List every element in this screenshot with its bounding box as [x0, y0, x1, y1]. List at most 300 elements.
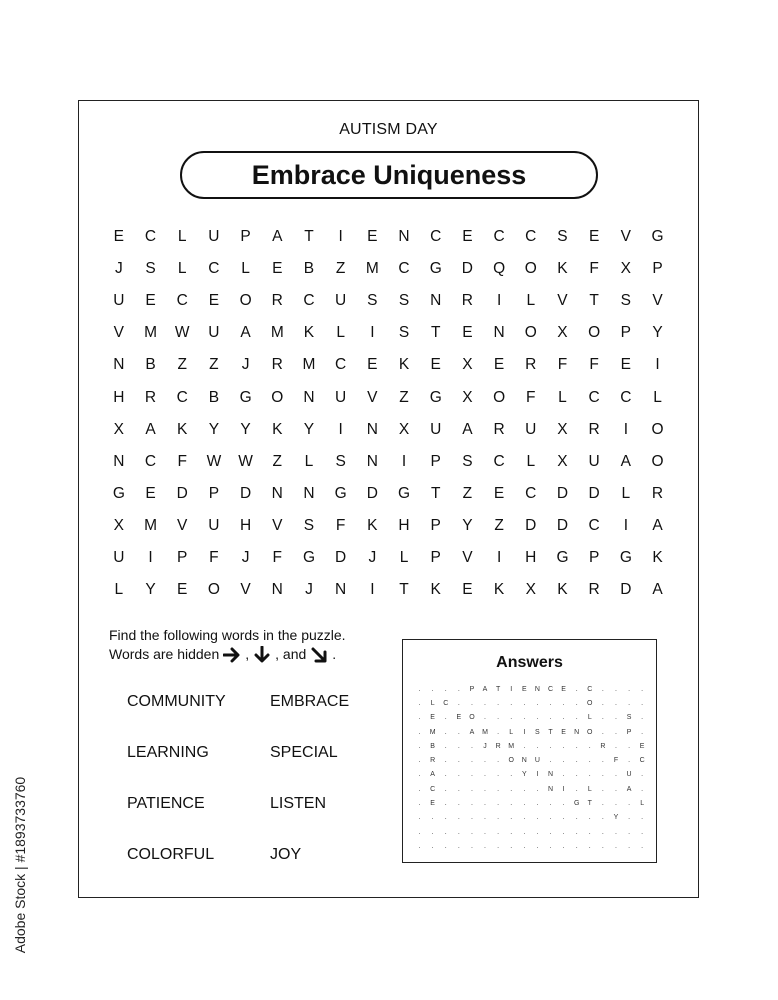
grid-letter: X [557, 324, 568, 342]
grid-letter: P [430, 516, 441, 534]
instructions-line2 [109, 645, 346, 664]
answer-cell: T [548, 728, 553, 736]
answer-cell: . [628, 699, 631, 707]
grid-letter: O [651, 420, 664, 438]
word-list-item: SPECIAL [270, 744, 338, 761]
grid-letter: S [367, 292, 378, 310]
answer-cell: . [470, 742, 473, 750]
answer-cell: . [575, 828, 578, 836]
answers-box [402, 639, 657, 863]
grid-letter: R [144, 388, 157, 406]
answer-cell: . [457, 699, 460, 707]
answer-cell: L [587, 785, 592, 793]
answer-cell: . [614, 842, 617, 850]
grid-letter: J [368, 548, 377, 566]
answer-cell: . [601, 685, 604, 693]
grid-letter: X [462, 356, 473, 374]
grid-letter: K [430, 581, 441, 599]
grid-letter: E [462, 228, 473, 246]
answer-cell: . [536, 814, 539, 822]
answer-cell: . [614, 800, 617, 808]
answer-cell: S [535, 728, 540, 736]
grid-letter: N [303, 388, 315, 406]
grid-letter: P [430, 548, 441, 566]
answer-cell: . [510, 814, 513, 822]
grid-letter: G [429, 260, 442, 278]
answer-cell: . [457, 728, 460, 736]
answer-cell: . [549, 714, 552, 722]
grid-letter: M [365, 260, 379, 278]
grid-letter: O [524, 324, 537, 342]
answer-cell: . [641, 828, 644, 836]
answer-cell: . [470, 814, 473, 822]
grid-letter: K [493, 581, 505, 599]
grid-letter: D [588, 484, 600, 502]
answer-cell: . [484, 757, 486, 765]
answer-cell: . [549, 828, 552, 836]
grid-letter: N [335, 581, 347, 599]
grid-letter: R [271, 292, 283, 310]
answer-cell: . [418, 842, 421, 850]
grid-letter: D [176, 484, 188, 502]
word-list-item: COLORFUL [127, 846, 215, 863]
answer-cell: . [628, 814, 631, 822]
grid-letter: A [652, 581, 663, 599]
answer-cell: . [484, 714, 486, 722]
grid-letter: V [272, 516, 283, 534]
grid-letter: F [272, 548, 283, 566]
grid-letter: M [270, 324, 284, 342]
answer-cell: . [575, 771, 578, 779]
answer-cell: . [536, 714, 539, 722]
answer-cell: . [418, 785, 421, 793]
grid-letter: I [496, 548, 502, 566]
grid-letter: X [525, 581, 536, 599]
grid-letter: I [338, 420, 343, 438]
grid-letter: I [338, 228, 343, 246]
grid-letter: A [652, 516, 663, 534]
grid-letter: P [620, 324, 632, 342]
grid-letter: K [652, 548, 663, 566]
grid-letter: I [655, 356, 660, 374]
answer-cell: . [628, 842, 631, 850]
grid-letter: N [366, 420, 378, 438]
answer-cell: . [457, 771, 460, 779]
grid-letter: V [462, 548, 473, 566]
answer-cell: . [523, 814, 526, 822]
grid-letter: P [652, 260, 663, 278]
answer-cell: . [588, 771, 591, 779]
answer-cell: . [457, 785, 460, 793]
answer-cell: E [561, 685, 566, 693]
grid-letter: F [177, 452, 187, 470]
grid-letter: U [430, 420, 442, 438]
instructions-sep1: , [245, 646, 250, 662]
answer-cell: Y [521, 771, 527, 779]
answer-cell: . [418, 757, 421, 765]
answer-cell: . [601, 785, 604, 793]
grid-letter: N [271, 484, 283, 502]
grid-letter: I [623, 420, 628, 438]
grid-letter: P [177, 548, 188, 566]
grid-letter: G [429, 388, 442, 406]
grid-letter: U [335, 292, 347, 310]
answer-cell: . [562, 771, 565, 779]
grid-letter: C [144, 452, 157, 470]
grid-letter: U [113, 292, 125, 310]
answer-cell: E [639, 742, 645, 750]
answer-cell: . [614, 728, 617, 736]
answer-cell: . [575, 742, 578, 750]
answer-cell: L [640, 800, 645, 808]
answer-cell: O [469, 714, 475, 722]
grid-letter: K [177, 420, 188, 438]
word-list-item: LEARNING [127, 744, 209, 761]
answer-cell: T [495, 685, 501, 693]
answer-cell: A [469, 728, 475, 736]
answer-cell: . [457, 800, 460, 808]
grid-letter: U [113, 548, 125, 566]
grid-letter: M [302, 356, 316, 374]
grid-letter: O [493, 388, 506, 406]
answer-cell: L [430, 699, 435, 707]
grid-letter: V [367, 388, 378, 406]
grid-letter: N [271, 581, 283, 599]
grid-letter: A [620, 452, 632, 470]
grid-letter: B [208, 388, 220, 406]
answer-cell: . [588, 742, 591, 750]
answer-cell: A [482, 685, 488, 693]
answer-cell: . [484, 771, 486, 779]
answer-cell: . [588, 757, 591, 765]
answer-cell: . [588, 842, 591, 850]
grid-letter: N [430, 292, 442, 310]
grid-letter: O [588, 324, 601, 342]
answer-cell: P [626, 728, 632, 736]
answer-cell: . [575, 757, 578, 765]
answer-cell: . [510, 699, 513, 707]
grid-letter: E [272, 260, 283, 278]
answer-cell: . [523, 828, 526, 836]
grid-letter: J [241, 356, 250, 374]
grid-letter: E [367, 228, 378, 246]
grid-letter: K [557, 581, 568, 599]
answer-cell: C [587, 685, 593, 693]
grid-letter: Y [303, 420, 315, 438]
answer-cell: . [628, 685, 631, 693]
grid-letter: G [398, 484, 411, 502]
grid-letter: U [525, 420, 537, 438]
grid-letter: R [461, 292, 473, 310]
grid-letter: K [557, 260, 568, 278]
grid-letter: I [623, 516, 628, 534]
grid-letter: F [335, 516, 346, 534]
grid-letter: G [619, 548, 632, 566]
word-list-item: EMBRACE [270, 693, 350, 710]
grid-letter: A [272, 228, 283, 246]
grid-letter: Y [145, 581, 156, 599]
letter-grid [103, 221, 673, 606]
answer-cell: . [562, 699, 565, 707]
answer-cell: . [470, 757, 473, 765]
answer-cell: . [497, 842, 500, 850]
answer-cell: . [510, 785, 513, 793]
grid-letter: S [303, 516, 315, 534]
grid-letter: G [239, 388, 252, 406]
grid-letter: F [526, 388, 536, 406]
instructions-line1: Find the following words in the puzzle. [109, 627, 346, 643]
answer-cell: . [549, 814, 552, 822]
grid-letter: E [430, 356, 441, 374]
grid-letter: X [398, 420, 410, 438]
grid-letter: K [367, 516, 378, 534]
answer-cell: . [510, 771, 513, 779]
grid-letter: C [588, 388, 600, 406]
answer-cell: . [470, 699, 473, 707]
answer-cell: . [536, 742, 539, 750]
grid-letter: C [493, 228, 505, 246]
grid-letter: C [335, 356, 347, 374]
instructions [109, 626, 346, 664]
answer-cell: . [575, 699, 578, 707]
answer-cell: . [601, 842, 604, 850]
answer-cell: . [470, 785, 473, 793]
answer-cell: . [510, 800, 513, 808]
answer-cell: . [628, 757, 631, 765]
answer-cell: . [497, 814, 500, 822]
grid-letter: J [114, 260, 123, 278]
grid-letter: N [113, 356, 125, 374]
grid-letter: E [367, 356, 378, 374]
answer-cell: . [497, 714, 500, 722]
grid-letter: M [144, 324, 157, 342]
answer-cell: . [523, 842, 526, 850]
grid-letter: F [557, 356, 568, 374]
answer-cell: . [641, 685, 644, 693]
answer-cell: I [562, 785, 565, 793]
answer-cell: . [562, 714, 565, 722]
answer-cell: . [484, 842, 486, 850]
grid-letter: X [113, 420, 125, 438]
grid-letter: D [461, 260, 473, 278]
answer-cell: . [457, 685, 460, 693]
grid-letter: S [398, 324, 410, 342]
grid-letter: Z [335, 260, 346, 278]
answer-cell: . [562, 800, 565, 808]
answer-cell: . [418, 685, 421, 693]
instructions-end: . [332, 646, 337, 662]
grid-letter: G [302, 548, 315, 566]
grid-letter: X [620, 260, 632, 278]
answer-cell: N [547, 785, 554, 793]
answer-cell: . [562, 742, 565, 750]
answer-cell: Y [613, 814, 619, 822]
grid-letter: C [303, 292, 315, 310]
word-list-item: COMMUNITY [127, 693, 226, 710]
grid-letter: E [113, 228, 125, 246]
answer-cell: . [418, 728, 421, 736]
grid-letter: F [209, 548, 219, 566]
grid-letter: T [304, 228, 314, 246]
grid-letter: N [493, 324, 505, 342]
answer-cell: S [626, 714, 632, 722]
grid-letter: Y [208, 420, 220, 438]
answer-cell: . [641, 771, 644, 779]
grid-letter: W [238, 452, 253, 470]
answer-cell: . [549, 842, 552, 850]
answer-cell: . [536, 842, 539, 850]
answer-cell: . [444, 685, 447, 693]
grid-letter: L [177, 260, 187, 278]
puzzle-title-text: Embrace Uniqueness [251, 159, 527, 190]
grid-letter: D [556, 516, 569, 534]
answer-cell: N [574, 728, 580, 736]
grid-letter: V [557, 292, 568, 310]
grid-letter: K [272, 420, 283, 438]
answer-cell: . [470, 771, 473, 779]
grid-letter: P [588, 548, 600, 566]
grid-letter: U [335, 388, 347, 406]
answer-cell: . [431, 814, 434, 822]
answer-cell: J [483, 742, 487, 750]
answer-cell: . [641, 842, 644, 850]
grid-letter: G [334, 484, 347, 502]
grid-letter: H [398, 516, 410, 534]
grid-letter: N [303, 484, 315, 502]
answer-cell: . [628, 742, 631, 750]
grid-letter: S [398, 292, 410, 310]
grid-letter: A [145, 420, 156, 438]
answer-cell: . [510, 714, 513, 722]
grid-letter: Z [272, 452, 283, 470]
grid-letter: R [525, 356, 537, 374]
answer-cell: . [549, 699, 552, 707]
grid-letter: L [526, 452, 536, 470]
answer-cell: U [534, 757, 540, 765]
grid-letter: O [651, 452, 664, 470]
grid-letter: S [620, 292, 632, 310]
answer-cell: R [430, 757, 436, 765]
word-list-item: JOY [270, 846, 302, 863]
grid-letter: C [144, 228, 157, 246]
answer-cell: . [444, 828, 447, 836]
answer-cell: M [482, 728, 488, 736]
grid-letter: D [239, 484, 252, 502]
grid-letter: C [430, 228, 442, 246]
grid-letter: C [525, 484, 537, 502]
grid-letter: F [589, 260, 599, 278]
answer-cell: G [573, 800, 580, 808]
answer-cell: . [588, 814, 591, 822]
grid-letter: J [305, 581, 313, 599]
answer-cell: . [457, 828, 460, 836]
grid-letter: E [462, 581, 473, 599]
answer-cell: O [587, 728, 593, 736]
answer-cell: L [509, 728, 514, 736]
answer-cell: . [523, 714, 526, 722]
grid-letter: D [556, 484, 569, 502]
grid-letter: Y [652, 324, 663, 342]
answer-cell: . [457, 814, 460, 822]
grid-letter: U [208, 516, 220, 534]
grid-letter: X [113, 516, 125, 534]
grid-letter: O [207, 581, 220, 599]
answer-cell: M [508, 742, 515, 750]
grid-letter: R [493, 420, 505, 438]
grid-letter: L [241, 260, 250, 278]
grid-letter: Z [462, 484, 473, 502]
answer-cell: . [497, 699, 500, 707]
grid-letter: O [239, 292, 252, 310]
arrow-down-icon [253, 646, 271, 664]
grid-letter: E [462, 324, 473, 342]
answer-cell: C [639, 757, 645, 765]
answer-cell: . [641, 699, 644, 707]
answer-cell: . [628, 800, 631, 808]
answer-cell: . [431, 685, 434, 693]
answer-cell: . [614, 742, 617, 750]
answer-cell: . [588, 828, 591, 836]
grid-letter: R [588, 420, 600, 438]
grid-letter: C [525, 228, 537, 246]
grid-letter: B [145, 356, 156, 374]
answer-cell: E [521, 685, 527, 693]
grid-letter: Q [493, 260, 506, 278]
answer-cell: . [444, 800, 447, 808]
answer-cell: . [523, 785, 526, 793]
grid-letter: L [114, 581, 124, 599]
grid-letter: T [589, 292, 599, 310]
grid-letter: F [589, 356, 599, 374]
grid-letter: V [240, 581, 251, 599]
grid-letter: C [176, 388, 188, 406]
answer-cell: . [418, 699, 421, 707]
answer-cell: . [444, 842, 447, 850]
answer-cell: . [484, 699, 486, 707]
answer-cell: C [430, 785, 436, 793]
answer-cell: . [575, 785, 578, 793]
grid-letter: I [496, 292, 502, 310]
grid-letter: P [430, 452, 441, 470]
grid-letter: R [271, 356, 283, 374]
answer-cell: N [547, 771, 554, 779]
grid-letter: U [588, 452, 600, 470]
answer-cell: A [430, 771, 435, 779]
answer-cell: . [536, 800, 539, 808]
answer-cell: . [562, 828, 565, 836]
answer-cell: . [497, 757, 500, 765]
answer-cell: T [587, 800, 592, 808]
grid-letter: W [174, 324, 190, 342]
answer-cell: . [601, 771, 604, 779]
answer-cell: . [444, 814, 447, 822]
grid-letter: L [336, 324, 345, 342]
answer-cell: . [418, 800, 421, 808]
answer-cell: I [536, 771, 539, 779]
grid-letter: N [366, 452, 378, 470]
answer-cell: . [536, 785, 539, 793]
grid-letter: T [399, 581, 409, 599]
answer-cell: . [601, 728, 604, 736]
grid-letter: I [401, 452, 407, 470]
answer-cell: . [497, 771, 500, 779]
answer-cell: P [469, 685, 475, 693]
answer-cell: R [600, 742, 606, 750]
answer-cell: . [497, 785, 500, 793]
grid-letter: Y [462, 516, 473, 534]
answer-cell: . [510, 828, 513, 836]
answer-cell: . [601, 828, 604, 836]
